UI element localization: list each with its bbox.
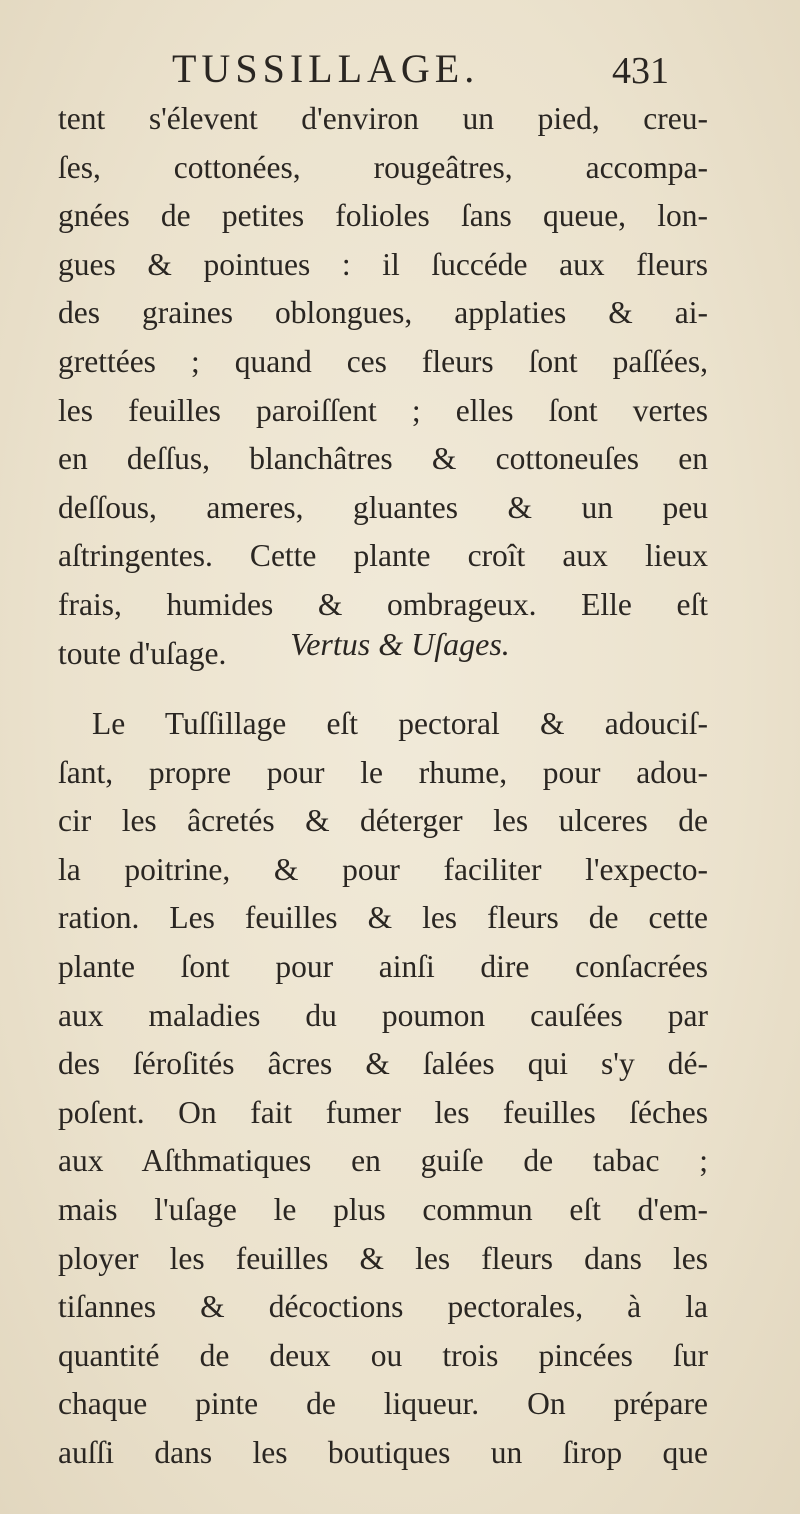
text-line: en deſſus, blanchâtres & cottoneuſes en — [58, 441, 708, 477]
text-line: deſſous, ameres, gluantes & un peu — [58, 489, 708, 525]
text-line: ſant, propre pour le rhume, pour adou- — [58, 754, 708, 790]
text-line: la poitrine, & pour faciliter l'expecto- — [58, 851, 708, 887]
text-line: aſtringentes. Cette plante croît aux lieux — [58, 538, 708, 574]
text-line: auſſi dans les boutiques un ſirop que — [58, 1434, 708, 1470]
text-line: gues & pointues : il ſuccéde aux fleurs — [58, 246, 708, 282]
text-line: quantité de deux ou trois pincées ſur — [58, 1337, 708, 1373]
text-line: toute d'uſage. — [58, 635, 227, 671]
text-line: grettées ; quand ces fleurs ſont paſſées, — [58, 343, 708, 379]
text-line: Le Tuſſillage eſt pectoral & adouciſ- — [92, 706, 708, 741]
text-line: mais l'uſage le plus commun eſt d'em- — [58, 1191, 708, 1227]
text-line: ployer les feuilles & les fleurs dans les — [58, 1240, 708, 1276]
text-line: chaque pinte de liqueur. On prépare — [58, 1386, 708, 1422]
text-line: aux Aſthmatiques en guiſe de tabac ; — [58, 1143, 708, 1179]
section-heading: Vertus & Uſages. — [290, 626, 510, 662]
text-line: poſent. On fait fumer les feuilles ſéches — [58, 1094, 708, 1130]
text-line: tent s'élevent d'environ un pied, creu- — [58, 101, 708, 136]
text-line: gnées de petites folioles ſans queue, lon- — [58, 198, 708, 234]
text-line: tiſannes & décoctions pectorales, à la — [58, 1289, 708, 1325]
paragraph-description — [58, 95, 708, 678]
text-line: les feuilles paroiſſent ; elles ſont vertes — [58, 392, 708, 428]
text-line: cir les âcretés & déterger les ulceres de — [58, 803, 708, 839]
text-line: frais, humides & ombrageux. Elle eſt — [58, 586, 708, 622]
text-line: ration. Les feuilles & les fleurs de cette — [58, 900, 708, 936]
page-header — [0, 44, 800, 94]
running-title: TUSSILLAGE. — [172, 46, 480, 91]
text-line: ſes, cottonées, rougeâtres, accompa- — [58, 149, 708, 185]
text-line: aux maladies du poumon cauſées par — [58, 997, 708, 1033]
text-line: plante ſont pour ainſi dire conſacrées — [58, 948, 708, 984]
text-line: des ſéroſités âcres & ſalées qui s'y dé- — [58, 1046, 708, 1082]
paragraph-virtues — [58, 700, 708, 1478]
page-number: 431 — [612, 50, 669, 92]
text-line: des graines oblongues, applaties & ai- — [58, 295, 708, 331]
